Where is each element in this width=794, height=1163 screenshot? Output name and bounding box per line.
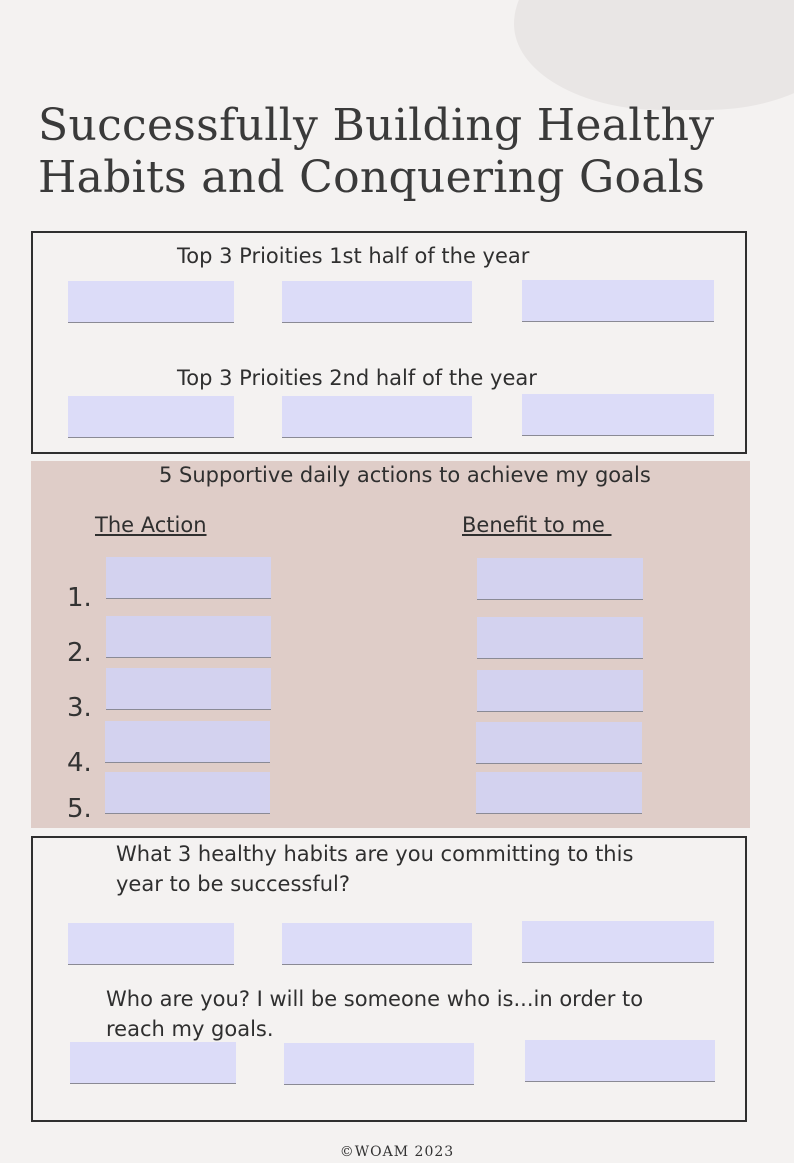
habits-box (31, 836, 747, 1122)
priority-2nd-half-1[interactable] (68, 396, 234, 438)
priority-1st-half-3[interactable] (522, 280, 714, 322)
identity-field-1[interactable] (70, 1042, 236, 1084)
action-field-3[interactable] (106, 668, 271, 710)
benefit-field-5[interactable] (476, 772, 642, 814)
priorities-heading-1: Top 3 Prioities 1st half of the year (177, 244, 530, 268)
identity-question (106, 984, 643, 1044)
identity-field-3[interactable] (525, 1040, 715, 1082)
action-field-2[interactable] (106, 616, 271, 658)
daily-actions-section (31, 461, 750, 828)
habit-field-2[interactable] (282, 923, 472, 965)
row-number-3: 3. (67, 693, 92, 723)
habit-field-3[interactable] (522, 921, 714, 963)
title-line-2: Habits and Conquering Goals (38, 152, 706, 203)
priority-2nd-half-2[interactable] (282, 396, 472, 438)
footer-copyright: ©WOAM 2023 (339, 1144, 455, 1160)
habits-question (116, 839, 633, 899)
priority-2nd-half-3[interactable] (522, 394, 714, 436)
action-field-5[interactable] (105, 772, 270, 814)
identity-field-2[interactable] (284, 1043, 474, 1085)
page-title (38, 100, 714, 204)
habits-question-line-2: year to be successful? (116, 872, 351, 896)
benefit-field-4[interactable] (476, 722, 642, 764)
action-field-1[interactable] (106, 557, 271, 599)
row-number-1: 1. (67, 583, 92, 613)
habit-field-1[interactable] (68, 923, 234, 965)
column-action-header: The Action (95, 513, 207, 537)
priorities-box (31, 231, 747, 454)
identity-question-line-1: Who are you? I will be someone who is...in order to (106, 987, 644, 1011)
identity-question-line-2: reach my goals. (106, 1017, 274, 1041)
benefit-field-3[interactable] (477, 670, 643, 712)
column-benefit-header: Benefit to me (462, 513, 612, 537)
decorative-blob (514, 0, 794, 110)
row-number-5: 5. (67, 794, 92, 824)
priority-1st-half-1[interactable] (68, 281, 234, 323)
habits-question-line-1: What 3 healthy habits are you committing to this (116, 842, 634, 866)
title-line-1: Successfully Building Healthy (38, 100, 715, 151)
actions-heading: 5 Supportive daily actions to achieve my goals (159, 463, 651, 487)
action-field-4[interactable] (105, 721, 270, 763)
priorities-heading-2: Top 3 Prioities 2nd half of the year (177, 366, 537, 390)
priority-1st-half-2[interactable] (282, 281, 472, 323)
benefit-field-2[interactable] (477, 617, 643, 659)
row-number-4: 4. (67, 748, 92, 778)
row-number-2: 2. (67, 638, 92, 668)
benefit-field-1[interactable] (477, 558, 643, 600)
